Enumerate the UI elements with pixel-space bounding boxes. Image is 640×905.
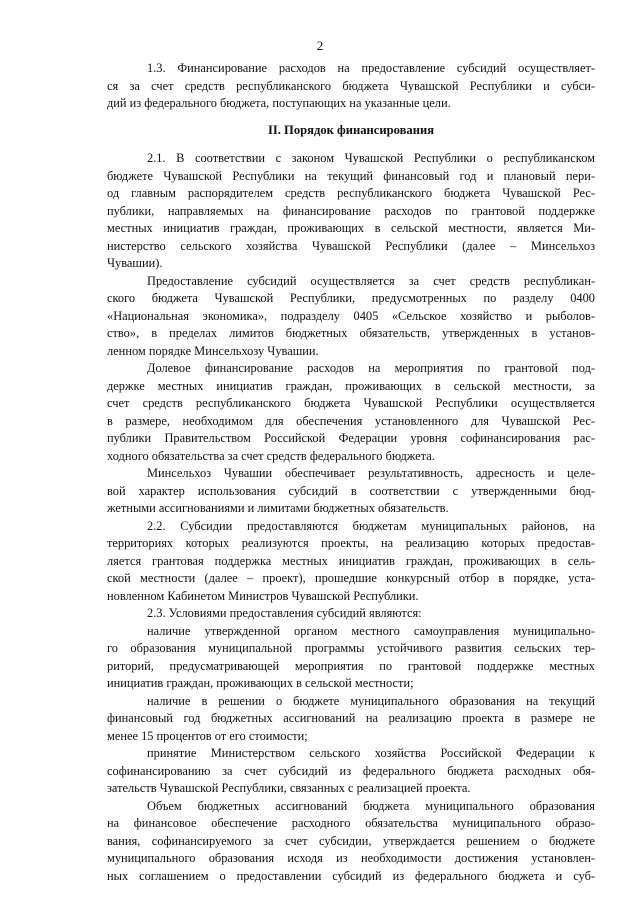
text-line: ленном порядке Минсельхозу Чувашии. — [107, 343, 319, 358]
condition-budget-decision — [107, 693, 595, 746]
text-line: зательств Чувашской Республики, связанных с реализацией проекта. — [107, 781, 471, 795]
text-line: нистерство сельского хозяйства Чувашской Республики (далее – Минсельхоз — [107, 238, 595, 253]
text-line: новленном Кабинетом Министров Чувашской Республики. — [107, 588, 419, 603]
text-line: ных соглашением о предоставлении субсидий из федерального бюджета и суб- — [107, 868, 595, 883]
text-line: держке местных инициатив граждан, проживающих в сельской местности, за — [107, 378, 595, 393]
text-line: «Национальная экономика», подразделу 0405 «Сельское хозяйство и рыболов- — [107, 308, 595, 323]
text-line: 2.3. Условиями предоставления субсидий являются: — [147, 606, 422, 620]
section-heading: II. Порядок финансирования — [267, 122, 435, 137]
paragraph-1-3 — [107, 60, 595, 113]
text-line: территориях которых реализуются проекты, на реализацию которых предостав- — [107, 536, 595, 550]
text-line: муниципального образования исходя из необходимости достижения установлен- — [107, 851, 595, 865]
text-line: инициатив граждан, проживающих в сельской местности; — [107, 676, 414, 690]
text-line: вой характер использования субсидий в соответствии с утвержденными бюд- — [107, 483, 595, 498]
text-line: принятие Министерством сельского хозяйства Российской Федерации к — [147, 746, 595, 760]
text-line: ходного обязательства за счет средств федерального бюджета. — [107, 448, 435, 463]
text-line: дий из федерального бюджета, поступающих на указанные цели. — [107, 96, 451, 110]
text-line: в размере, необходимом для обеспечения установленного для Чувашской Рес- — [107, 413, 595, 428]
paragraph-ministry-responsibility — [107, 465, 595, 518]
condition-program — [107, 623, 595, 693]
text-line: бюджете Чувашской Республики на текущий финансовый год и плановый пери- — [107, 168, 595, 183]
text-line: публики Правительством Российской Федерации уровня софинансирования рас- — [107, 431, 595, 445]
text-line: софинансированию за счет субсидий из федерального бюджета расходных обя- — [107, 763, 595, 778]
text-line: Предоставление субсидий осуществляется за счет средств республикан- — [147, 273, 595, 288]
text-line: Минсельхоз Чувашии обеспечивает результативность, адресность и целе- — [147, 466, 595, 480]
text-line: ся за счет средств республиканского бюджета Чувашской Республики и субси- — [107, 78, 595, 93]
text-line: Чувашии). — [107, 256, 163, 270]
text-line: ского бюджета Чувашской Республики, предусмотренных по разделу 0400 — [107, 291, 595, 305]
paragraph-2-1 — [107, 150, 595, 273]
text-line: Объем бюджетных ассигнований бюджета муниципального образования — [147, 798, 595, 813]
text-line: счет средств республиканского бюджета Чувашской Республики осуществляется — [107, 396, 595, 410]
text-line: публики, направляемых на финансирование расходов по грантовой поддержке — [107, 203, 595, 218]
text-line: наличие в решении о бюджете муниципального образования на текущий — [147, 693, 595, 708]
document-body — [107, 60, 595, 885]
text-line: наличие утвержденной органом местного самоуправления муниципально- — [147, 623, 595, 638]
text-line: 1.3. Финансирование расходов на предоставление субсидий осуществляет- — [147, 61, 595, 75]
text-line: риторий, предусматривающей мероприятия по грантовой поддержке местных — [107, 658, 595, 673]
paragraph-2-3 — [107, 605, 595, 623]
page-number: 2 — [316, 38, 324, 53]
text-line: ляется грантовая поддержка местных инициатив граждан, проживающих в сель- — [107, 553, 595, 568]
paragraph-municipal-allocation — [107, 798, 595, 886]
paragraph-subsidy-source — [107, 273, 595, 361]
text-line: местных инициатив граждан, проживающих в сельской местности, является Ми- — [107, 221, 595, 235]
text-line: жетными ассигнованиями и лимитами бюджетных обязательств. — [107, 501, 449, 515]
paragraph-shared-financing — [107, 360, 595, 465]
condition-federal-acceptance — [107, 745, 595, 798]
text-line: менее 15 процентов от его стоимости; — [107, 728, 308, 743]
text-line: го образования муниципальной программы устойчивого развития сельских тер- — [107, 641, 595, 655]
text-line: финансовый год бюджетных ассигнований на реализацию проекта в размере не — [107, 711, 595, 725]
text-line: ской местности (далее – проект), прошедшие конкурсный отбор в порядке, уста- — [107, 571, 595, 585]
text-line: вания, софинансируемого за счет субсидии, утверждается решением о бюджете — [107, 833, 595, 848]
text-line: 2.2. Субсидии предоставляются бюджетам муниципальных районов, на — [147, 518, 595, 533]
text-line: Долевое финансирование расходов на мероприятия по грантовой под- — [147, 361, 595, 375]
text-line: 2.1. В соответствии с законом Чувашской Республики о республиканском — [147, 151, 595, 165]
text-line: од главным распорядителем средств республиканского бюджета Чувашской Рес- — [107, 186, 595, 200]
paragraph-2-2 — [107, 518, 595, 606]
text-line: на финансовое обеспечение расходного обязательства муниципального образо- — [107, 816, 595, 830]
text-line: ство», в пределах лимитов бюджетных обязательств, утвержденных в установ- — [107, 326, 595, 340]
